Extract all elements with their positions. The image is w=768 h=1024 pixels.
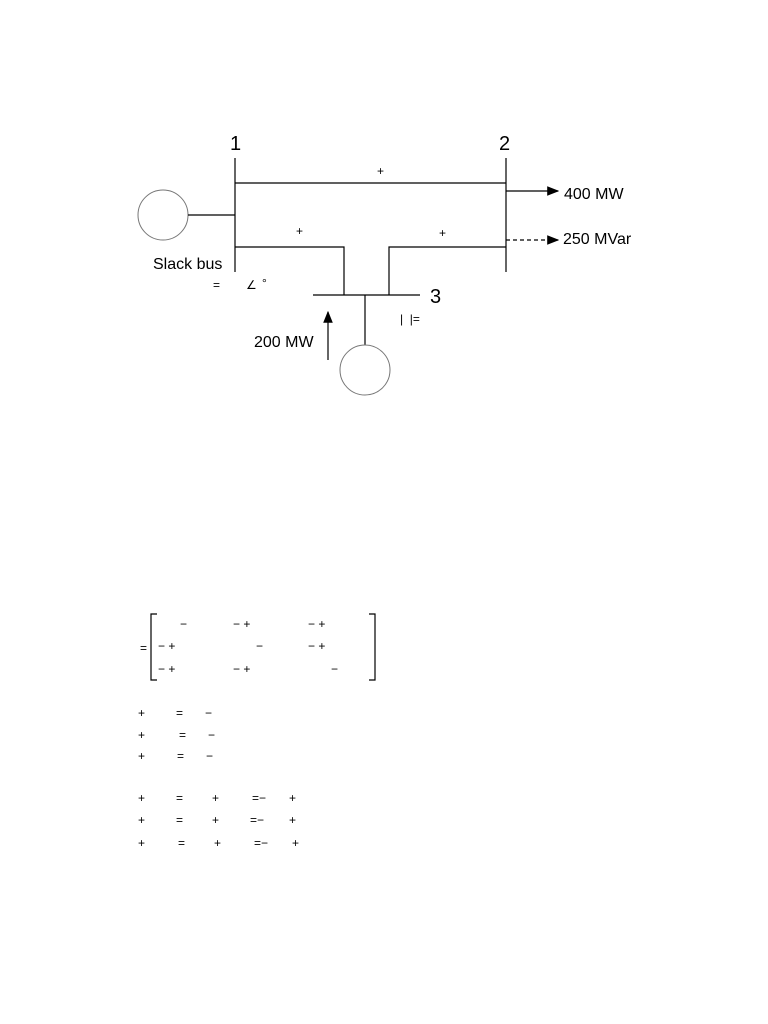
line-2-3-symbol: + bbox=[439, 226, 447, 240]
gen-3-label: 200 MW bbox=[254, 334, 314, 351]
equation-b-term: + bbox=[138, 836, 146, 850]
equation-b-term: + bbox=[138, 813, 146, 827]
slack-voltage-equals: = bbox=[213, 278, 221, 292]
equation-group-a bbox=[138, 706, 215, 763]
matrix-lhs-equals: = bbox=[140, 641, 148, 655]
equation-a-term: − bbox=[206, 749, 214, 763]
equation-b-term: + bbox=[292, 836, 300, 850]
matrix-cell: − + bbox=[308, 617, 326, 631]
bus-3-voltage-symbols: | |= bbox=[400, 312, 420, 326]
slack-generator-icon bbox=[138, 190, 188, 240]
equation-b-term: + bbox=[214, 836, 222, 850]
equation-b-term: =− bbox=[250, 813, 265, 827]
matrix-left-bracket bbox=[151, 614, 157, 680]
load-q-label: 250 MVar bbox=[563, 231, 632, 248]
equation-b-term: + bbox=[138, 791, 146, 805]
equation-a-term: − bbox=[205, 706, 213, 720]
equation-b-term: + bbox=[289, 813, 297, 827]
equation-b-term: + bbox=[212, 791, 220, 805]
line-1-3-symbol: + bbox=[296, 224, 304, 238]
equation-b-term: = bbox=[176, 791, 184, 805]
matrix-cell: − bbox=[256, 639, 264, 653]
equation-group-b bbox=[138, 791, 299, 850]
equation-b-term: + bbox=[289, 791, 297, 805]
matrix-cell: − + bbox=[233, 662, 251, 676]
bus-1-label: 1 bbox=[230, 133, 242, 155]
matrix-right-bracket bbox=[369, 614, 375, 680]
matrix-cell: − + bbox=[308, 639, 326, 653]
matrix-cell: − + bbox=[233, 617, 251, 631]
slack-bus-label: Slack bus bbox=[153, 256, 223, 273]
matrix-cell: − bbox=[180, 617, 188, 631]
load-p-label: 400 MW bbox=[564, 186, 624, 203]
line-1-2-symbol: + bbox=[377, 164, 385, 178]
equation-b-term: =− bbox=[252, 791, 267, 805]
bus-2-label: 2 bbox=[499, 133, 511, 155]
matrix-cell: − bbox=[331, 662, 339, 676]
slack-voltage-degree: ° bbox=[262, 276, 267, 290]
equation-a-term: + bbox=[138, 749, 146, 763]
bus-3-label: 3 bbox=[430, 286, 442, 308]
equation-a-term: = bbox=[176, 706, 184, 720]
equation-b-term: = bbox=[178, 836, 186, 850]
equation-b-term: + bbox=[212, 813, 220, 827]
equation-a-term: = bbox=[179, 728, 187, 742]
slack-voltage-angle: ∠ bbox=[246, 278, 257, 292]
equation-a-term: = bbox=[177, 749, 185, 763]
matrix-cell: − + bbox=[158, 662, 176, 676]
equation-b-term: =− bbox=[254, 836, 269, 850]
equation-b-term: = bbox=[176, 813, 184, 827]
gen-3-icon bbox=[340, 345, 390, 395]
equation-a-term: − bbox=[208, 728, 216, 742]
equation-a-term: + bbox=[138, 728, 146, 742]
equation-a-term: + bbox=[138, 706, 146, 720]
matrix-cell: − + bbox=[158, 639, 176, 653]
line-2-3 bbox=[389, 247, 506, 295]
